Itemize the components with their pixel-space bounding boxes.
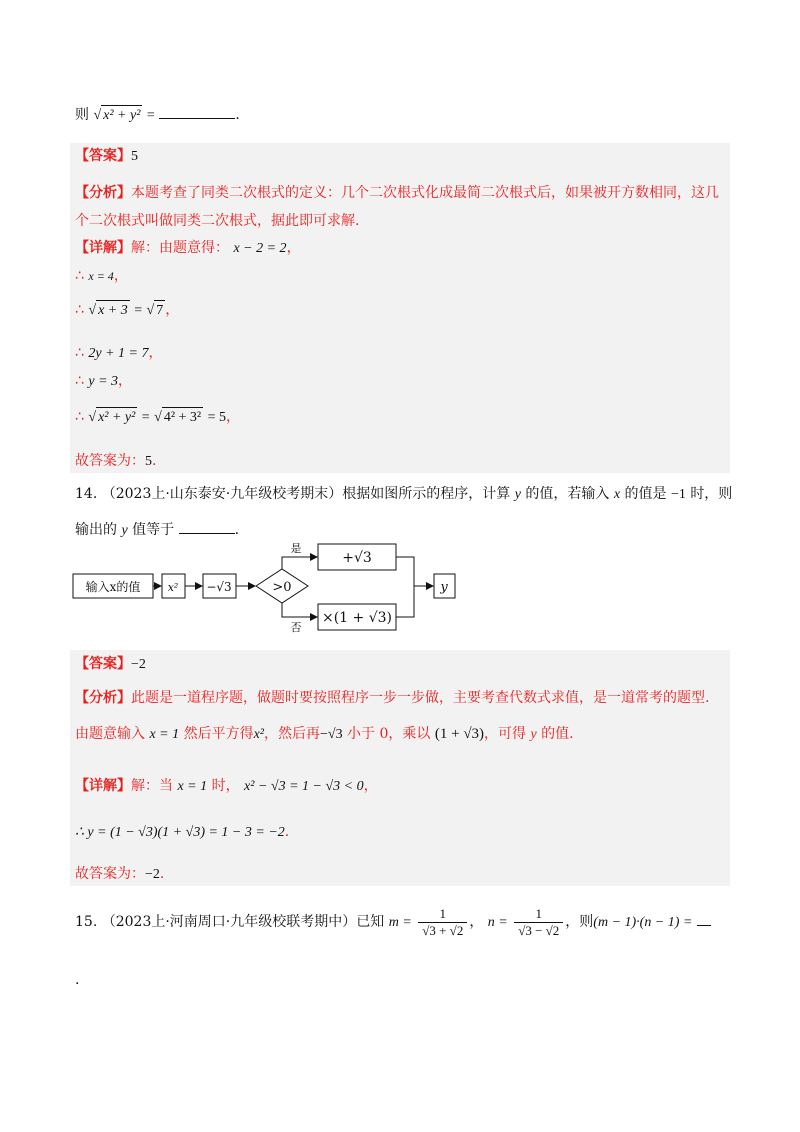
condition-label: >0: [272, 580, 292, 595]
question-text: 的值，若输入: [525, 486, 610, 502]
answer-tag: 【答案】: [75, 148, 131, 164]
equation: x = 1: [149, 727, 180, 742]
comma: ，: [469, 914, 484, 930]
sqrt-expression: √ 7: [147, 300, 166, 321]
q14-question-line1: [75, 484, 732, 505]
therefore-symbol: ∴: [75, 373, 84, 389]
q13-analysis-line1: [75, 183, 719, 203]
variable: y: [121, 523, 128, 538]
yes-label: 是: [290, 542, 302, 555]
minus-sqrt3-label: −√3: [206, 580, 232, 594]
variable: y: [530, 727, 537, 742]
target-expression: (m − 1)·(n − 1) =: [593, 915, 693, 930]
q14-detail-line: [75, 776, 378, 797]
q14-calc-line: [75, 822, 289, 843]
analysis-text: 然后平方得: [183, 726, 254, 742]
question-number: 14.: [75, 486, 98, 502]
q13-step6: ∴ √ x² + y² = √ 4² + 3² = 5，: [75, 407, 240, 428]
period: .: [234, 522, 240, 538]
detail-text: 解：当: [131, 778, 173, 794]
inequality: x² − √3 = 1 − √3 < 0: [244, 779, 364, 794]
equals-sign: =: [146, 108, 155, 123]
m-fraction: $\frac{1}{√3 + √2}$: [418, 906, 467, 939]
question-text: ，则: [565, 914, 594, 930]
m-definition: m =: [388, 915, 412, 930]
detail-intro: 解：由题意得：: [131, 240, 229, 256]
q13-step4: [75, 343, 162, 364]
equation: 2y + 1 = 7: [88, 346, 149, 361]
period: .: [75, 972, 80, 988]
q14-final-line: [75, 864, 164, 885]
comma: ，: [165, 302, 180, 318]
q13-detail-line: [75, 238, 301, 259]
question-text: 根据如图所示的程序，计算: [342, 486, 511, 502]
comma: ，: [363, 778, 378, 794]
analysis-text: 小于 0，乘以: [347, 726, 431, 742]
no-label: 否: [290, 621, 302, 634]
q15-question-line: [75, 905, 711, 940]
no-op-label: ×(1 + √3): [321, 610, 393, 626]
equation: x − 2 = 2: [233, 241, 287, 256]
sqrt-expression: √ 4² + 3²: [154, 407, 203, 428]
yes-op-label: +√3: [342, 550, 372, 566]
equation: x = 1: [177, 779, 208, 794]
detail-tag: 【详解】: [75, 240, 131, 256]
comma: ，: [113, 268, 128, 284]
q13-step5: [75, 371, 132, 392]
expression: (1 + √3): [434, 726, 485, 742]
answer-blank[interactable]: [159, 104, 235, 119]
comma: ，: [118, 373, 133, 389]
expression: −√3: [320, 727, 343, 742]
analysis-text: 本题考查了同类二次根式的定义：几个二次根式化成最简二次根式后，如果被开方数相同，这几: [131, 185, 719, 201]
period: .: [235, 107, 240, 123]
input-label: 输入x的值: [85, 580, 141, 594]
equation: x = 4: [88, 269, 114, 283]
analysis-text: 此题是一道程序题，做题时要按照程序一步一步做，主要考查代数式求值，是一道常考的题型.: [131, 690, 710, 706]
comma: ，: [148, 345, 163, 361]
answer-blank[interactable]: [179, 519, 235, 534]
q14-analysis-line2: [75, 724, 574, 745]
final-label: 故答案为：: [75, 453, 145, 469]
question-source: （2023上·山东泰安·九年级校考期末）: [101, 486, 343, 502]
therefore-symbol: ∴: [75, 302, 84, 318]
q14-answer-line: [75, 654, 146, 675]
period: .: [284, 824, 290, 840]
period: .: [152, 453, 157, 469]
analysis-text: 个二次根式叫做同类二次根式，据此即可求解.: [75, 213, 360, 229]
result: = 5: [207, 410, 226, 425]
sqrt-expression: √ x² + y²: [88, 407, 137, 428]
question-text: 值等于: [132, 522, 175, 538]
sqrt-expression: √ x + 3: [88, 300, 129, 321]
detail-text: 时，: [211, 778, 240, 794]
text-prefix: 则: [75, 107, 89, 123]
q13-analysis-line2: [75, 211, 359, 231]
final-value: −2: [145, 867, 160, 882]
q15-dot: [75, 970, 79, 990]
analysis-text: 由题意输入: [75, 726, 145, 742]
q13-final-line: [75, 451, 156, 472]
comma: ，: [226, 409, 240, 425]
question-text: 的值是: [624, 486, 667, 502]
square-label: x²: [167, 581, 179, 594]
n-definition: n =: [487, 915, 508, 930]
q14-analysis-line1: [75, 688, 709, 708]
input-value: −1: [670, 487, 686, 502]
output-label: y: [440, 580, 448, 595]
q14-answer-block: [70, 650, 730, 886]
comma: ，: [286, 240, 301, 256]
analysis-tag: 【分析】: [75, 185, 131, 201]
answer-tag: 【答案】: [75, 656, 131, 672]
answer-value: −2: [131, 657, 146, 672]
question-number: 15.: [75, 914, 98, 930]
expression: x²: [253, 727, 264, 742]
therefore-symbol: ∴: [75, 268, 84, 284]
q13-step2: [75, 266, 128, 286]
q13-answer-line: [75, 146, 138, 167]
answer-value: 5: [131, 149, 138, 164]
answer-blank[interactable]: [697, 911, 711, 926]
final-label: 故答案为：: [75, 866, 145, 882]
calculation: ∴ y = (1 − √3)(1 + √3) = 1 − 3 = −2: [75, 825, 285, 840]
q13-question-tail: [75, 104, 240, 126]
n-fraction: $\frac{1}{√3 - √2}$: [514, 906, 563, 939]
period: .: [159, 866, 165, 882]
analysis-tag: 【分析】: [75, 690, 131, 706]
variable: y: [514, 487, 521, 502]
program-flowchart: [70, 538, 470, 638]
variable: x: [613, 487, 621, 502]
analysis-text: 的值.: [541, 726, 574, 742]
final-value: 5: [145, 454, 152, 469]
therefore-symbol: ∴: [75, 409, 84, 425]
therefore-symbol: ∴: [75, 345, 84, 361]
detail-tag: 【详解】: [75, 778, 131, 794]
question-text: 时，则: [690, 486, 733, 502]
analysis-text: ，然后再: [264, 726, 320, 742]
sqrt-expression: √ x² + y²: [93, 105, 142, 126]
equation: y = 3: [88, 374, 119, 389]
analysis-text: ，可得: [484, 726, 527, 742]
q13-step3: ∴ √ x + 3 = √ 7 ，: [75, 300, 179, 321]
question-text: 输出的: [75, 522, 117, 538]
question-source: （2023上·河南周口·九年级校联考期中）已知: [101, 914, 385, 930]
